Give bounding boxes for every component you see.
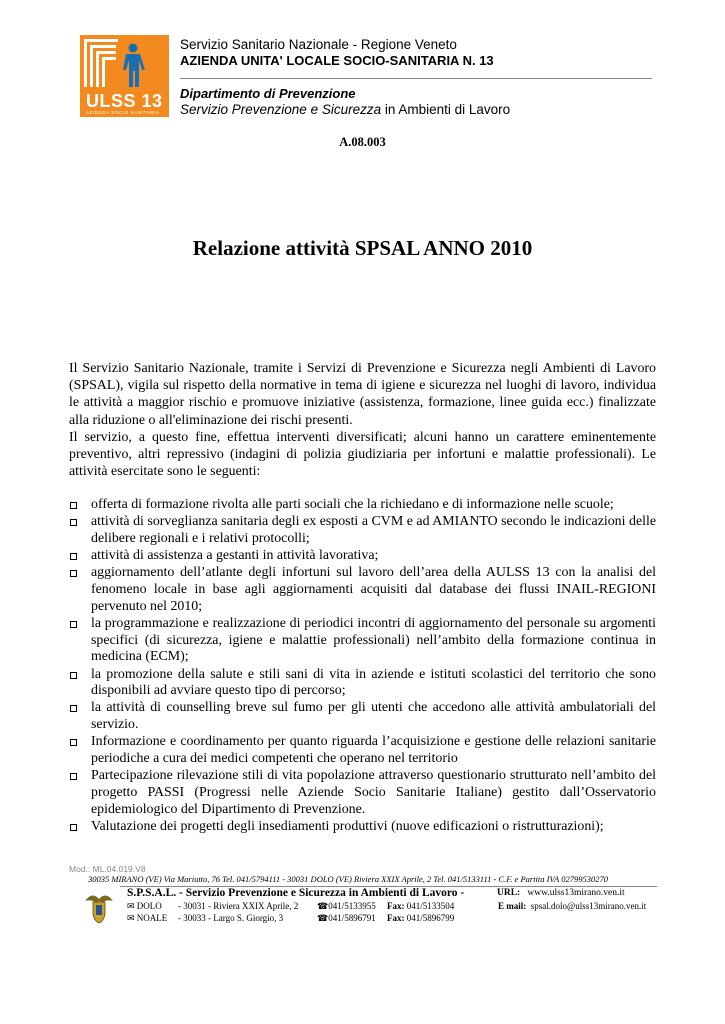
list-item: offerta di formazione rivolta alle parti sociali che la richiedano e di informazione nelle scuole;: [69, 497, 656, 514]
checkbox-bullet-icon: [70, 773, 77, 780]
office-address: - 30031 - Riviera XXIX Aprile, 2: [178, 901, 299, 911]
intro-text: [69, 360, 656, 480]
logo-figure-icon: [80, 35, 169, 93]
module-code: Mod.: ML.04.019.V8: [69, 864, 146, 874]
regional-emblem-icon: [84, 889, 114, 925]
list-item: la promozione della salute e stili sani di vita in aziende e istituti scolastici del territorio che sono disponibili ad avviare questo tipo di percorso;: [69, 667, 656, 700]
office-noale: ✉ NOALE - 30033 - Largo S. Giorgio, 3 ☎041/5896791 Fax: 041/5896799: [127, 913, 455, 923]
fax-label: Fax:: [387, 901, 405, 911]
office-tel: 041/5896791: [328, 913, 376, 923]
header-line-1: Servizio Sanitario Nazionale - Regione Veneto: [180, 37, 457, 52]
ulss13-logo: [80, 35, 169, 117]
checkbox-bullet-icon: [70, 570, 77, 577]
service-name-rest: in Ambienti di Lavoro: [381, 102, 511, 117]
list-item: Valutazione dei progetti degli insediamenti produttivi (nuove edificazioni o ristrutturazioni);: [69, 819, 656, 836]
footer-address: 30035 MIRANO (VE) Via Mariutto, 76 Tel. 041/5794111 - 30031 DOLO (VE) Riviera XXIX Aprile, 2 Tel. 041/5133111 - C.F. e Partita IVA 02799530270: [88, 874, 608, 884]
checkbox-bullet-icon: [70, 672, 77, 679]
activities-list: [69, 497, 656, 836]
checkbox-bullet-icon: [70, 553, 77, 560]
checkbox-bullet-icon: [70, 739, 77, 746]
office-address: - 30033 - Largo S. Giorgio, 3: [178, 913, 284, 923]
logo-subtext: AZIENDA SOCIO SANITARIA: [86, 110, 160, 115]
list-item: attività di sorveglianza sanitaria degli ex esposti a CVM e ad AMIANTO secondo le indicazioni delle delibere regionali e i relativi protocolli;: [69, 514, 656, 547]
checkbox-bullet-icon: [70, 621, 77, 628]
service-name-italic: Servizio Prevenzione e Sicurezza: [180, 102, 382, 117]
checkbox-bullet-icon: [70, 705, 77, 712]
document-code: A.08.003: [339, 135, 386, 149]
intro-paragraph: Il Servizio Sanitario Nazionale, tramite i Servizi di Prevenzione e Sicurezza negli Ambienti di Lavoro (SPSAL), vigila sul rispetto della normative in tema di igiene e sicurezza nel luoghi di lavoro, individua le attività a maggior rischio e promuove iniziative (assistenza, formazione, linee guida ecc.) finalizzate alla riduzione o all'eliminazione dei rischi presenti.: [69, 361, 656, 428]
checkbox-bullet-icon: [70, 519, 77, 526]
list-item: la attività di counselling breve sul fumo per gli utenti che accedono alle attività ambulatoriali del servizio.: [69, 700, 656, 733]
department-name: Dipartimento di Prevenzione: [180, 86, 356, 101]
url-label: URL:: [497, 888, 521, 898]
logo-text: ULSS 13: [86, 91, 163, 111]
url-link[interactable]: www.ulss13mirano.ven.it: [527, 888, 625, 898]
office-fax: 041/5896799: [406, 913, 455, 923]
office-fax: 041/5133504: [406, 901, 455, 911]
footer-url: [497, 888, 625, 898]
list-item: attività di assistenza a gestanti in attività lavorativa;: [69, 548, 656, 565]
fax-label: Fax:: [387, 913, 405, 923]
header-line-2: AZIENDA UNITA' LOCALE SOCIO-SANITARIA N. 13: [180, 53, 494, 68]
office-name: NOALE: [136, 913, 168, 923]
checkbox-bullet-icon: [70, 824, 77, 831]
list-item: Informazione e coordinamento per quanto riguarda l’acquisizione e gestione delle relazioni sanitarie periodiche a cura dei medici competenti che operano nel territorio: [69, 734, 656, 767]
list-item: aggiornamento dell’atlante degli infortuni sul lavoro dell’area della AULSS 13 con la analisi del fenomeno locale in base agli aggiornamenti acquisiti dal database dei flussi INAIL-REGIONI pervenuto nel 2010;: [69, 565, 656, 615]
checkbox-bullet-icon: [70, 502, 77, 509]
list-item: la programmazione e realizzazione di periodici incontri di aggiornamento del personale su argomenti specifici (di sicurezza, igiene e malattie professionali) nell’ambito della formazione continua in medicina (ECM);: [69, 616, 656, 666]
list-item: Partecipazione rilevazione stili di vita popolazione attraverso questionario strutturato nell’ambito del progetto PASSI (Progressi nelle Aziende Socio Sanitarie Italiane) gestito dall’Osservatorio epidemiologico del Dipartimento di Prevenzione.: [69, 768, 656, 818]
office-name: DOLO: [136, 901, 162, 911]
intro-paragraph: Il servizio, a questo fine, effettua interventi diversificati; alcuni hanno un carattere eminentemente preventivo, altri repressivo (indagini di polizia giudiziaria per infortuni e malattie professionali). Le attività esercitate sono le seguenti:: [69, 429, 656, 480]
office-tel: 041/5133955: [328, 901, 376, 911]
email-link[interactable]: spsal.dolo@ulss13mirano.ven.it: [530, 901, 647, 911]
office-dolo: ✉ DOLO - 30031 - Riviera XXIX Aprile, 2 ☎041/5133955 Fax: 041/5133504 E mail: spsal.dolo@ulss13mirano.ven.it: [127, 901, 647, 911]
footer-service: S.P.S.A.L. - Servizio Prevenzione e Sicurezza in Ambienti di Lavoro -: [127, 887, 465, 899]
header-divider: [180, 78, 652, 79]
service-name: [180, 102, 510, 117]
document-title: Relazione attività SPSAL ANNO 2010: [192, 236, 533, 260]
email-label: E mail:: [498, 901, 527, 911]
